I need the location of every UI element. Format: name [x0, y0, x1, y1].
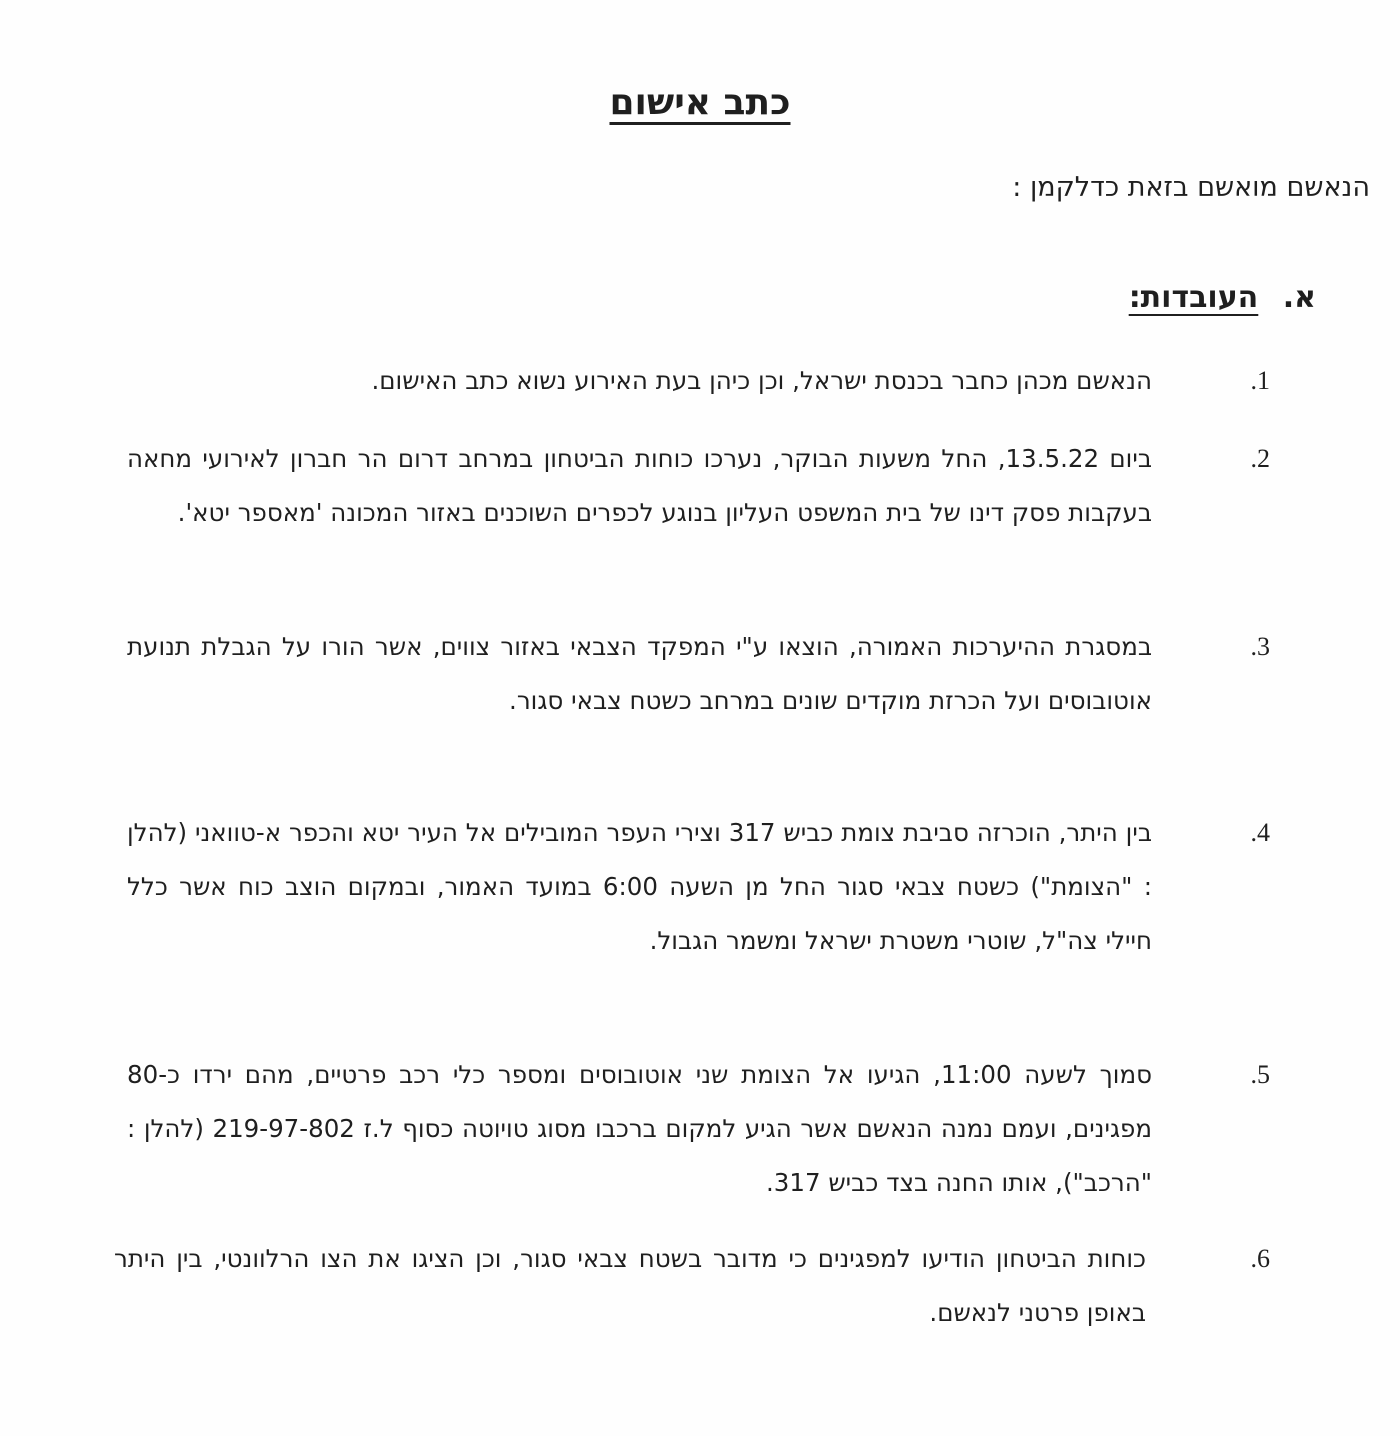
- item-text: סמוך לשעה 11:00, הגיעו אל הצומת שני אוטובוסים ומספר כלי רכב פרטיים, מהם ירדו כ-80 מפגינים, ועמם נמנה הנאשם אשר הגיע למקום ברכבו מסוג טויוטה כסוף ל.ז 219-97-802 (להלן : "הרכב"), אותו החנה בצד כביש 317.: [127, 1060, 1152, 1197]
- item-text: בין היתר, הוכרזה סביבת צומת כביש 317 וצירי העפר המובילים אל העיר יטא והכפר א-טוואני (להלן : "הצומת") כשטח צבאי סגור החל מן השעה 6:00 במועד האמור, ובמקום הוצב כוח אשר כלל חיילי צה"ל, שוטרי משטרת ישראל ומשמר הגבול.: [127, 818, 1152, 955]
- item-text: הנאשם מכהן כחבר בכנסת ישראל, וכן כיהן בעת האירוע נשוא כתב האישום.: [371, 366, 1152, 395]
- item-number: 1.: [1250, 366, 1270, 395]
- document-title: [0, 78, 1400, 128]
- section-heading: [1129, 276, 1316, 320]
- section-letter: א.: [1282, 280, 1316, 315]
- item-text: ביום 13.5.22, החל משעות הבוקר, נערכו כוחות הביטחון במרחב דרום הר חברון לאירועי מחאה בעקבות פסק דינו של בית המשפט העליון בנוגע לכפרים השוכנים באזור המכונה 'מאספר יטא'.: [127, 444, 1152, 527]
- document-title-text: כתב אישום: [609, 82, 791, 123]
- section-label: העובדות:: [1128, 280, 1259, 315]
- item-text: כוחות הביטחון הודיעו למפגינים כי מדובר בשטח צבאי סגור, וכן הציגו את הצו הרלוונטי, בין היתר באופן פרטני לנאשם.: [114, 1244, 1146, 1327]
- item-text: במסגרת ההיערכות האמורה, הוצאו ע"י המפקד הצבאי באזור צווים, אשר הורו על הגבלת תנועת אוטובוסים ועל הכרזת מוקדים שונים במרחב כשטח צבאי סגור.: [127, 632, 1152, 715]
- item-number: 4.: [1250, 818, 1270, 847]
- intro-text: הנאשם מואשם בזאת כדלקמן :: [1012, 172, 1370, 203]
- item-number: 3.: [1250, 632, 1270, 661]
- item-number: 2.: [1250, 444, 1270, 473]
- item-number: 6.: [1250, 1244, 1270, 1273]
- item-number: 5.: [1250, 1060, 1270, 1089]
